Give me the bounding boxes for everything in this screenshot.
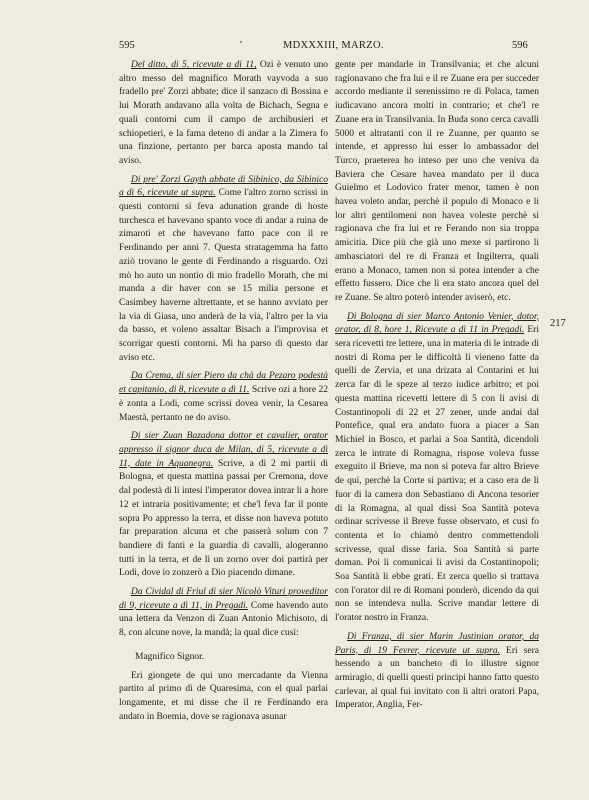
entry-heading: Di Franza, di sier Marin Justinian orator, da Paris, di 19 Fevrer, ricevute ut supra. (335, 631, 539, 656)
right-page-number: 596 (512, 40, 528, 51)
header-mark: ' (240, 40, 242, 51)
letter-paragraph (119, 670, 328, 725)
entry-heading: Da Crema, di sier Piero da chà da Pezaro podestà et capitanio, di 8, ricevute a dì 11. (119, 371, 328, 396)
entry-paragraph (119, 59, 328, 169)
right-column (335, 59, 539, 713)
margin-column-number: 217 (550, 318, 566, 329)
entry-paragraph (335, 311, 539, 626)
entry-paragraph (119, 586, 328, 641)
left-page-number: 595 (119, 40, 135, 51)
entry-heading: Di pre' Zorzi Gayth abbate di Sibinico, da Sibinico a dì 6, ricevute ut supra. (119, 174, 328, 199)
entry-heading: Del ditto, di 5, ricevute a dì 11, (131, 60, 257, 70)
letter-salutation: Magnifico Signor. (135, 651, 205, 662)
entry-body: Scrive, a dì 2 mi partii di Bologna, et questa mattina passai per Cremona, dove dal podestà di li intesi l'imperator dovea intrar li a hore 12 et intraria positivamente; et che'l feva far il ponte sopra Po appresso la terra, et disse non haveva potuto far preparation alcuna et che passerà solum con 7 bandiere di fanti e la guardia di cavalli, alogeranno tutti in la terra, et de lì un zorno over doi partirà per Lodi, dove io zonzerò a Dio piacendo dimane. (119, 458, 328, 579)
entry-body: Eri giongete de qui uno mercadante da Vienna partito al primo dì de Quaresima, con el qual parlai longamente, et mi disse che il re Ferdinando era andato in Boemia, dove se ragionava asunar (119, 670, 328, 722)
entry-body: Eri sera ricevetti tre lettere, una in materia di le intrade di nostri di Roma per le difficoltà li vieneno fatte da quelli de Zervia, et una drizata al Contarini et lui zerca far di le speze al terzo iudice arbitro; et poi questa mattina ricevetti lettere di 5 con li avisi di Costantinopoli di 22 et 27 zener, unde andai dal Pontefice, qual era andato fuora a piacer a San Michiel in Bosco, et parlai a Soa Santità, dicendoli zerca le intrate di Romagna, rispose voleva fusse exeguito il Brieve, ma non si poteva far altro Brieve de qui, perchè la Corte si partiva; et a caso era de lì fuor di la camera don Sebastiano di Ancona tesorier di la Romagna, al qual dissi Soa Santità poteva ordinar scrivesse il Breve fusse observato, et cusì fo contenta et lo chiamò dentro commettendoli scrivesse, qual disse faria. Soa Santità si parte doman. Poi li comunicai li avisi da Costantinopoli; Soa Santità li ebbe grati. Et zerca quello si trattava con l'orator dil re di Romani ponderò, dicendo da qui non se intendeva nulla. Scrive mandar lettere di l'orator nostro in Franza. (335, 325, 539, 624)
letter-continuation: gente per mandarle in Transilvania; et che alcuni ragionavano che fra lui e il re Zuane era per succeder accordo mediante il serenissimo re di Polaca, tamen iudicavano ancora molti in contrario; et che'l re Zuane era in Transilvania. In Buda sono cerca cavalli 5000 et altratanti con il re Zuanne, per quanto se intende, et appresso lui esser lo ambassador del Turco, praeterea ho inteso per uno che veniva da Baviera che Cesare havea mandato per il duca Guielmo et Lodovico frater menor, tamen è non havea voleto andar, perchè il populo di Monaco e li lor altri gentilomeni non havea voleste perchè si ragionava che fra lui et re Ferando non sia troppa amicitia. Dice più che già uno mexe si partirono li ambasciatori del re di Franza et Ingilterra, quali erano a Monaco, tamen non si potea intender a che effetto fussero. Dice che lì era stato ancora quel del re Zuane. Se altro poterò intender aviserò, etc. (335, 60, 539, 303)
entry-heading: Di sier Zuan Bazadona dottor et cavalier, orator appresso il signor duca de Milan, di 5, ricevute a dì 11, date in Aquanegra. (119, 431, 328, 469)
entry-paragraph (119, 430, 328, 581)
running-title: MDXXXIII, MARZO. (283, 40, 384, 51)
entry-body: Come havendo auto una lettera da Venzon di Zuan Antonio Michisoto, di 8, con alcune nove, la mandà; la qual dice cusì: (119, 600, 328, 639)
entry-body: Eri sera hessendo a un bancheto di lo illustre signor armiragio, di quelli questi principi hanno fatto questo carlevar, al qual fui invitato con li altri oratori Papa, Imperator, Anglia, Fer- (335, 645, 539, 711)
entry-heading: Di Bologna di sier Marco Antonio Venier, dotor, orator, di 8, hore 1, Ricevute a dì 11 in Pregadi. (335, 311, 539, 336)
left-column (119, 59, 328, 724)
page-header (0, 40, 589, 54)
entry-paragraph (335, 631, 539, 713)
entry-paragraph (119, 174, 328, 366)
entry-body: Come l'altro zorno scrissi in questi contorni si feva adunation grande di hoste turchesca et havevano spanto voce di andar a ruina de zimaroti et che havevano fatto pace con il re Ferdinando per anni 7. Questa stratagemma ha fatto aziò trovano le gente di Ferdinando a risguardo. Ozi mò ho auto un nontio di mio fradello Morath, che mi manda a dir haver con se 15 milia persone et Casimbey haverne altrettante, et se hanno avviato per la via di Giasa, uno anderà de la via, l'altro per la via da basso, et voleno assaltar Bisach a l'improvisa et scorrigar questi contorni. Mi ha parso di questo dar aviso etc. (119, 188, 328, 363)
entry-body: Scrive ozi a hore 22 è zonta a Lodi, come scrissi dovea venir, la Cesarea Maestà, pertanto ne do aviso. (119, 385, 328, 423)
entry-body: Ozi è venuto uno altro messo del magnifico Morath vayvoda a suo fradello pre' Zorzi abbate; dice il sanzaco di Bossina e lui Morath andavano alla volta de Bichach, Segna e quali contorni cum il campo de archibusieri et schiopetieri, e la fama deteno di andar a la Zimera fo una finzione, pertanto per barca aposta mando tal aviso. (119, 60, 328, 166)
entry-heading: Da Cividal di Friul di sier Nicolò Vituri proveditor di 9, ricevute a dì 11, in Pregadi. (119, 587, 328, 611)
entry-paragraph (119, 370, 328, 425)
